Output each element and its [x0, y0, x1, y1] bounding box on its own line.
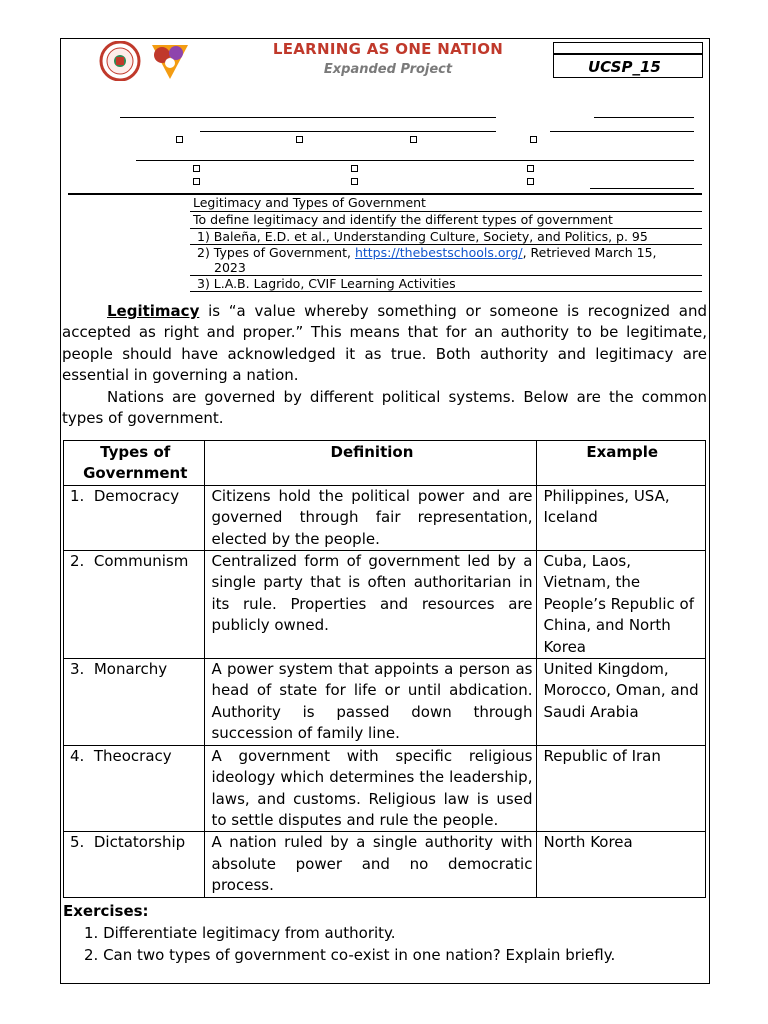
type-name: Democracy — [93, 486, 180, 505]
document-subtitle: Expanded Project — [323, 62, 453, 77]
code-box-top — [553, 42, 703, 54]
checkbox[interactable] — [193, 178, 200, 185]
legitimacy-paragraph — [62, 301, 707, 386]
example-cell: North Korea — [537, 832, 706, 897]
header-types: Types of Government — [64, 441, 205, 486]
row-number: 3. — [70, 660, 85, 679]
definition-cell: Centralized form of government led by a single party that is often authoritarian in its rule. Properties and resources are publicly owned. — [205, 551, 537, 659]
definition-cell: A government with specific religious ideology which determines the leadership, laws, and customs. Religious law is used to settle disputes and rule the people. — [205, 745, 537, 832]
table-header-row — [64, 441, 706, 486]
header-definition: Definition — [205, 441, 537, 486]
table-row — [64, 551, 706, 659]
exercise-list — [84, 922, 615, 966]
legitimacy-definition: is “a value whereby something or someone is recognized and accepted as right and proper.” This means that for an authority to be legitimate, people should have acknowledged it as true. Both authority and legitimacy are essential in governing a nation. — [62, 302, 707, 384]
example-cell: United Kingdom, Morocco, Oman, and Saudi Arabia — [537, 659, 706, 746]
checkbox[interactable] — [193, 165, 200, 172]
row-number: 4. — [70, 746, 85, 765]
ref-line — [190, 291, 702, 292]
form-line — [590, 188, 694, 189]
header-example: Example — [537, 441, 706, 486]
table-row — [64, 485, 706, 550]
type-name: Dictatorship — [93, 833, 186, 852]
type-cell — [64, 551, 205, 659]
example-cell: Republic of Iran — [537, 745, 706, 832]
type-cell — [64, 485, 205, 550]
table-row — [64, 832, 706, 897]
type-name: Communism — [93, 552, 189, 571]
government-intro-paragraph: Nations are governed by different political systems. Below are the common types of government. — [62, 388, 707, 428]
reference-2-continued: 2023 — [214, 260, 246, 275]
form-line — [136, 160, 694, 161]
type-cell — [64, 659, 205, 746]
lesson-objective: To define legitimacy and identify the different types of government — [193, 212, 613, 227]
project-logo-icon — [152, 45, 188, 79]
reference-3: 3) L.A.B. Lagrido, CVIF Learning Activities — [197, 276, 456, 291]
definition-cell: A nation ruled by a single authority with absolute power and no democratic process. — [205, 832, 537, 897]
exercise-item: 2. Can two types of government co-exist in one nation? Explain briefly. — [84, 946, 616, 964]
table-row — [64, 659, 706, 746]
row-number: 2. — [70, 552, 85, 571]
checkbox[interactable] — [176, 136, 183, 143]
type-cell — [64, 832, 205, 897]
definition-cell: Citizens hold the political power and are governed through fair representation, elected by the people. — [205, 485, 537, 550]
school-logos — [98, 41, 190, 81]
checkbox[interactable] — [410, 136, 417, 143]
form-line — [120, 117, 496, 118]
example-cell: Philippines, USA, Iceland — [537, 485, 706, 550]
reference-2 — [197, 245, 657, 260]
checkbox[interactable] — [351, 178, 358, 185]
type-cell — [64, 745, 205, 832]
legitimacy-term: Legitimacy — [107, 302, 200, 320]
document-title: LEARNING AS ONE NATION — [272, 40, 504, 58]
reference-2-suffix: , Retrieved March 15, — [522, 245, 657, 260]
checkbox[interactable] — [527, 165, 534, 172]
type-name: Monarchy — [93, 660, 168, 679]
module-code: UCSP_15 — [553, 54, 703, 78]
exercise-item: 1. Differentiate legitimacy from authority. — [84, 924, 396, 942]
reference-2-link[interactable]: https://thebestschools.org/ — [354, 245, 523, 260]
checkbox[interactable] — [527, 178, 534, 185]
government-types-table — [63, 440, 706, 898]
checkbox[interactable] — [351, 165, 358, 172]
type-name: Theocracy — [93, 746, 172, 765]
form-line — [550, 131, 694, 132]
lesson-topic: Legitimacy and Types of Government — [193, 195, 426, 210]
reference-2-prefix: 2) Types of Government, — [197, 245, 355, 260]
exercises-heading: Exercises: — [63, 902, 149, 920]
form-line — [200, 131, 496, 132]
school-seal-icon — [101, 42, 139, 80]
row-number: 1. — [70, 486, 85, 505]
reference-1: 1) Baleña, E.D. et al., Understanding Culture, Society, and Politics, p. 95 — [197, 229, 648, 244]
example-cell: Cuba, Laos, Vietnam, the People’s Republic of China, and North Korea — [537, 551, 706, 659]
checkbox[interactable] — [296, 136, 303, 143]
checkbox[interactable] — [530, 136, 537, 143]
table-row — [64, 745, 706, 832]
row-number: 5. — [70, 833, 85, 852]
form-line — [594, 117, 694, 118]
definition-cell: A power system that appoints a person as head of state for life or until abdication. Authority is passed down through succession of family line. — [205, 659, 537, 746]
